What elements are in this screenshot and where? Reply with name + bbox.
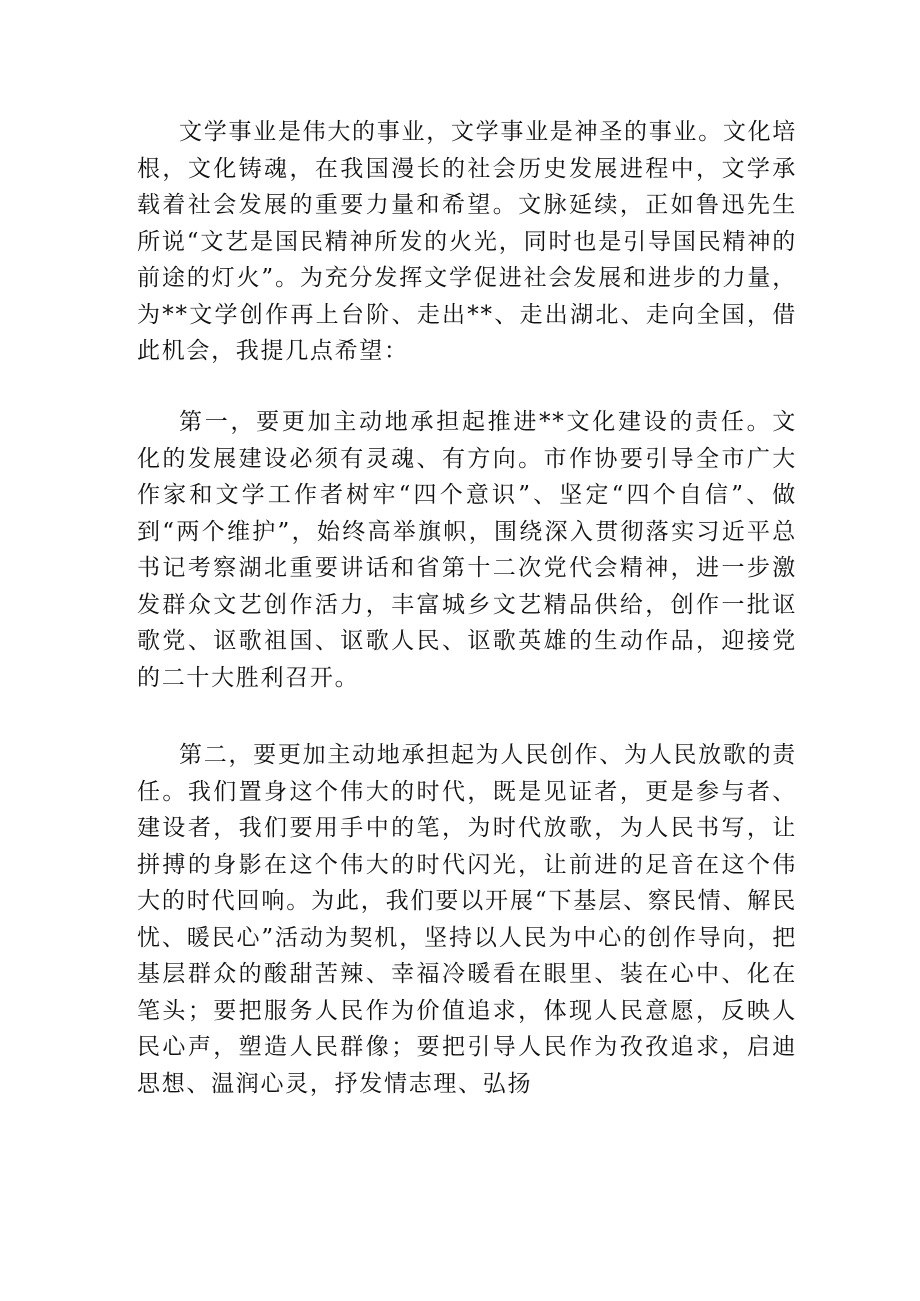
paragraph-intro: 文学事业是伟大的事业，文学事业是神圣的事业。文化培根，文化铸魂，在我国漫长的社会历史发展进程中，文学承载着社会发展的重要力量和希望。文脉延续，正如鲁迅先生所说“文艺是国民精神所发的火光，同时也是引导国民精神的前途的灯火”。为充分发挥文学促进社会发展和进步的力量，为**文学创作再上台阶、走出**、走出湖北、走向全国，借此机会，我提几点希望： <box>137 119 797 364</box>
paragraph-first-point: 第一，要更加主动地承担起推进**文化建设的责任。文化的发展建设必须有灵魂、有方向。市作协要引导全市广大作家和文学工作者树牢“四个意识”、坚定“四个自信”、做到“两个维护”，始终高举旗帜，围绕深入贯彻落实习近平总书记考察湖北重要讲话和省第十二次党代会精神，进一步激发群众文艺创作活力，丰富城乡文艺精品供给，创作一批讴歌党、讴歌祖国、讴歌人民、讴歌英雄的生动作品，迎接党的二十大胜利召开。 <box>137 409 797 691</box>
paragraph-second-point: 第二，要更加主动地承担起为人民创作、为人民放歌的责任。我们置身这个伟大的时代，既是见证者，更是参与者、建设者，我们要用手中的笔，为时代放歌，为人民书写，让拼搏的身影在这个伟大的时代闪光，让前进的足音在这个伟大的时代回响。为此，我们要以开展“下基层、察民情、解民忧、暖民心”活动为契机，坚持以人民为中心的创作导向，把基层群众的酸甜苦辣、幸福冷暖看在眼里、装在心中、化在笔头；要把服务人民作为价值追求，体现人民意愿，反映人民心声，塑造人民群像；要把引导人民作为孜孜追求，启迪思想、温润心灵，抒发情志理、弘扬 <box>137 742 797 1097</box>
